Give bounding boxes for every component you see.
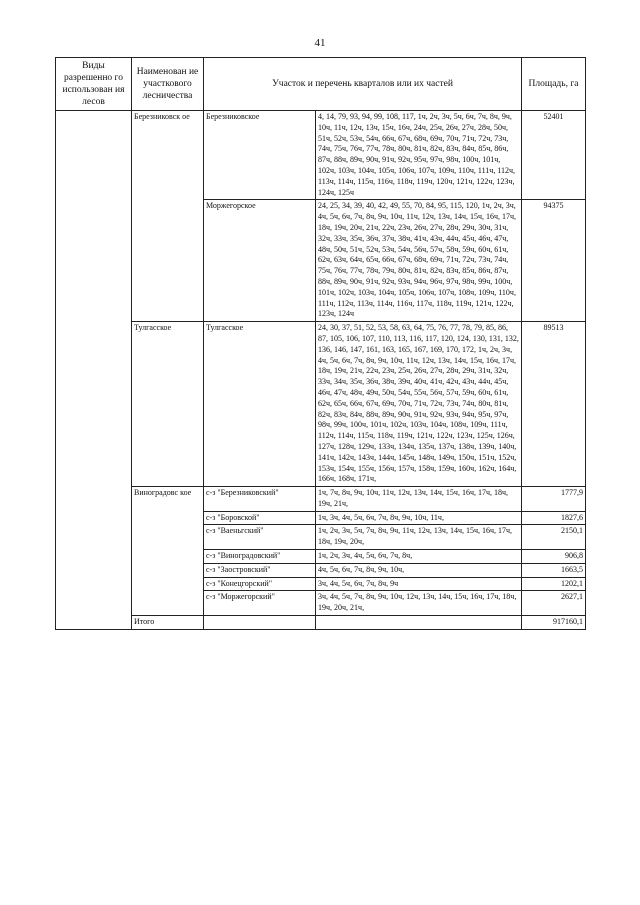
table-row — [56, 487, 586, 512]
quarters-cell: 4, 14, 79, 93, 94, 99, 108, 117, 1ч, 2ч, 3ч, 5ч, 6ч, 7ч, 8ч, 9ч, 10ч, 11ч, 12ч, 13ч, 15ч, 16ч, 24ч, 25ч, 26ч, 27ч, 28ч, 50ч, 51ч, 52ч, 53ч, 54ч, 66ч, 67ч, 68ч, 69ч, 70ч, 71ч, 72ч, 73ч, 74ч, 75ч, 76ч, 77ч, 78ч, 80ч, 81ч, 82ч, 83ч, 84ч, 85ч, 86ч, 87ч, 88ч, 89ч, 90ч, 91ч, 92ч, 95ч, 97ч, 98ч, 100ч, 101ч, 102ч, 103ч, 104ч, 105ч, 106ч, 107ч, 109ч, 110ч, 111ч, 112ч, 113ч, 114ч, 115ч, 116ч, 118ч, 119ч, 120ч, 121ч, 122ч, 123ч, 124ч, 125ч — [316, 111, 522, 200]
header-forestry: Наименован ие участкового лесничества — [132, 58, 204, 111]
area-cell: 906,8 — [522, 550, 586, 564]
section-cell: с-з "Березниковский" — [204, 487, 316, 512]
area-cell: 2150,1 — [522, 525, 586, 550]
section-cell: Тулгасское — [204, 322, 316, 487]
forest-use-table — [55, 57, 586, 630]
area-cell: 1202,1 — [522, 577, 586, 591]
area-cell: 1827,6 — [522, 511, 586, 525]
quarters-cell: 3ч, 4ч, 5ч, 6ч, 7ч, 8ч, 9ч — [316, 577, 522, 591]
section-cell: с-з "Боровской" — [204, 511, 316, 525]
header-quarters: Участок и перечень кварталов или их частей — [204, 58, 522, 111]
total-empty-cell — [316, 616, 522, 630]
section-cell: Моржегорское — [204, 200, 316, 322]
total-row — [56, 616, 586, 630]
use-type-cell — [56, 111, 132, 630]
quarters-cell: 1ч, 2ч, 3ч, 5ч, 7ч, 8ч, 9ч, 11ч, 12ч, 13ч, 14ч, 15ч, 16ч, 17ч, 18ч, 19ч, 20ч, — [316, 525, 522, 550]
forestry-cell: Тулгасское — [132, 322, 204, 487]
area-cell: 52401 — [522, 111, 586, 200]
quarters-cell: 24, 25, 34, 39, 40, 42, 49, 55, 70, 84, 95, 115, 120, 1ч, 2ч, 3ч, 4ч, 5ч, 6ч, 7ч, 8ч, 9ч, 10ч, 11ч, 12ч, 13ч, 14ч, 15ч, 16ч, 17ч, 18ч, 19ч, 20ч, 21ч, 22ч, 23ч, 26ч, 27ч, 28ч, 29ч, 30ч, 31ч, 32ч, 33ч, 35ч, 36ч, 37ч, 38ч, 41ч, 43ч, 44ч, 45ч, 46ч, 47ч, 48ч, 50ч, 51ч, 52ч, 53ч, 54ч, 56ч, 57ч, 58ч, 59ч, 60ч, 61ч, 62ч, 63ч, 64ч, 65ч, 66ч, 67ч, 68ч, 69ч, 71ч, 72ч, 73ч, 74ч, 75ч, 76ч, 77ч, 78ч, 79ч, 80ч, 81ч, 82ч, 83ч, 85ч, 86ч, 87ч, 88ч, 89ч, 90ч, 91ч, 92ч, 93ч, 94ч, 96ч, 97ч, 98ч, 99ч, 100ч, 101ч, 102ч, 103ч, 104ч, 105ч, 106ч, 107ч, 108ч, 109ч, 110ч, 111ч, 112ч, 113ч, 114ч, 116ч, 117ч, 118ч, 119ч, 121ч, 122ч, 123ч, 124ч — [316, 200, 522, 322]
header-area: Площадь, га — [522, 58, 586, 111]
section-cell: Березниковское — [204, 111, 316, 200]
total-area: 917160,1 — [522, 616, 586, 630]
quarters-cell: 1ч, 7ч, 8ч, 9ч, 10ч, 11ч, 12ч, 13ч, 14ч, 15ч, 16ч, 17ч, 18ч, 19ч, 21ч, — [316, 487, 522, 512]
area-cell: 2627,1 — [522, 591, 586, 616]
forestry-cell: Виноградовс кое — [132, 487, 204, 616]
header-use-type: Виды разрешенно го использован ия лесов — [56, 58, 132, 111]
area-cell: 1777,9 — [522, 487, 586, 512]
section-cell: с-з "Ваеньгский" — [204, 525, 316, 550]
forestry-cell: Березниковск ое — [132, 111, 204, 322]
table-row — [56, 322, 586, 487]
quarters-cell: 24, 30, 37, 51, 52, 53, 58, 63, 64, 75, 76, 77, 78, 79, 85, 86, 87, 105, 106, 107, 110, 113, 116, 117, 120, 124, 130, 131, 132, 136, 146, 147, 161, 163, 165, 167, 169, 170, 172, 1ч, 2ч, 3ч, 4ч, 5ч, 6ч, 7ч, 8ч, 9ч, 10ч, 11ч, 12ч, 13ч, 14ч, 15ч, 16ч, 17ч, 18ч, 19ч, 21ч, 22ч, 23ч, 25ч, 26ч, 27ч, 28ч, 29ч, 31ч, 32ч, 33ч, 34ч, 35ч, 36ч, 38ч, 39ч, 40ч, 41ч, 42ч, 43ч, 44ч, 45ч, 46ч, 47ч, 48ч, 49ч, 50ч, 54ч, 55ч, 56ч, 57ч, 59ч, 60ч, 61ч, 62ч, 65ч, 66ч, 67ч, 69ч, 70ч, 71ч, 72ч, 73ч, 74ч, 80ч, 81ч, 82ч, 83ч, 84ч, 88ч, 89ч, 90ч, 91ч, 92ч, 93ч, 94ч, 95ч, 97ч, 98ч, 99ч, 100ч, 101ч, 102ч, 103ч, 104ч, 108ч, 109ч, 111ч, 112ч, 114ч, 115ч, 118ч, 119ч, 121ч, 122ч, 123ч, 125ч, 126ч, 127ч, 128ч, 129ч, 133ч, 134ч, 135ч, 137ч, 138ч, 139ч, 140ч, 141ч, 142ч, 143ч, 144ч, 145ч, 148ч, 149ч, 150ч, 151ч, 152ч, 153ч, 154ч, 155ч, 156ч, 157ч, 158ч, 159ч, 160ч, 162ч, 164ч, 166ч, 168ч, 171ч, — [316, 322, 522, 487]
quarters-cell: 1ч, 2ч, 3ч, 4ч, 5ч, 6ч, 7ч, 8ч, — [316, 550, 522, 564]
total-empty-cell — [204, 616, 316, 630]
quarters-cell: 3ч, 4ч, 5ч, 7ч, 8ч, 9ч, 10ч, 12ч, 13ч, 14ч, 15ч, 16ч, 17ч, 18ч, 19ч, 20ч, 21ч, — [316, 591, 522, 616]
table-row — [56, 111, 586, 200]
quarters-cell: 4ч, 5ч, 6ч, 7ч, 8ч, 9ч, 10ч, — [316, 563, 522, 577]
area-cell: 94375 — [522, 200, 586, 322]
page-number: 41 — [314, 37, 326, 49]
section-cell: с-з "Виноградовский" — [204, 550, 316, 564]
section-cell: с-з "Конецгорский" — [204, 577, 316, 591]
table-header-row — [56, 58, 586, 111]
section-cell: с-з "Моржегорский" — [204, 591, 316, 616]
total-label: Итого — [132, 616, 204, 630]
quarters-cell: 1ч, 3ч, 4ч, 5ч, 6ч, 7ч, 8ч, 9ч, 10ч, 11ч, — [316, 511, 522, 525]
area-cell: 1663,5 — [522, 563, 586, 577]
section-cell: с-з "Заостровский" — [204, 563, 316, 577]
area-cell: 89513 — [522, 322, 586, 487]
